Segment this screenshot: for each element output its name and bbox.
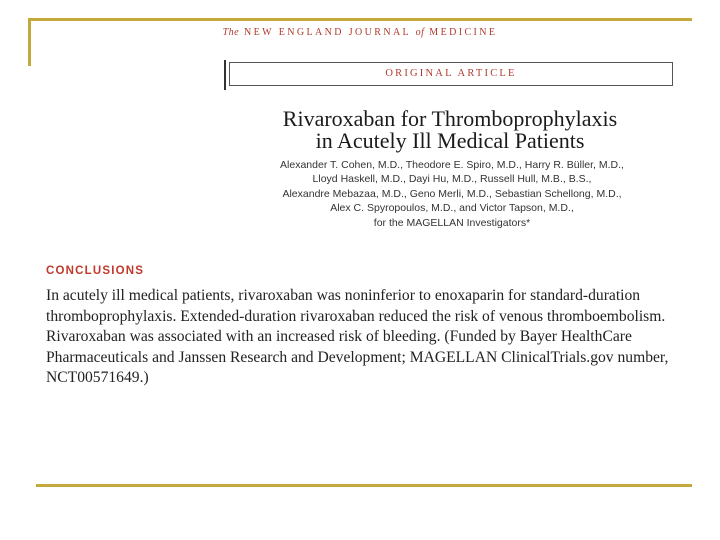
- slide-bottom-rule: [36, 484, 692, 487]
- article-title-line-1: Rivaroxaban for Thromboprophylaxis: [282, 106, 618, 131]
- conclusions-heading: CONCLUSIONS: [46, 265, 145, 277]
- slide-left-rule: [28, 18, 31, 66]
- article-title: [230, 108, 670, 152]
- journal-of: of: [415, 27, 425, 38]
- journal-prefix: The: [222, 27, 240, 38]
- author-list: [240, 158, 664, 230]
- journal-name-part2: MEDICINE: [429, 27, 498, 38]
- author-line: Alexander T. Cohen, M.D., Theodore E. Spiro, M.D., Harry R. Büller, M.D.,: [280, 159, 624, 171]
- article-title-line-2: in Acutely Ill Medical Patients: [315, 128, 585, 153]
- author-line: Alex C. Spyropoulos, M.D., and Victor Tapson, M.D.,: [330, 202, 574, 215]
- journal-masthead: [0, 27, 720, 38]
- author-line: Alexandre Mebazaa, M.D., Geno Merli, M.D., Sebastian Schellong, M.D.,: [282, 187, 622, 200]
- journal-name-part1: NEW ENGLAND JOURNAL: [244, 27, 411, 38]
- slide-top-rule: [28, 18, 692, 21]
- author-line: for the MAGELLAN Investigators*: [373, 216, 531, 229]
- banner-left-rule: [224, 60, 226, 90]
- section-label: ORIGINAL ARTICLE: [229, 62, 673, 86]
- author-line: Lloyd Haskell, M.D., Dayi Hu, M.D., Russell Hull, M.B., B.S.,: [312, 173, 592, 186]
- conclusions-text: In acutely ill medical patients, rivaroxaban was noninferior to enoxaparin for standard-duration thromboprophylaxis. Extended-duration rivaroxaban reduced the risk of venous thromboembolism. Rivaroxaban was associated with an increased risk of bleeding. (Funded by Bayer HealthCare Pharmaceuticals and Janssen Research and Development; MAGELLAN ClinicalTrials.gov number, NCT00571649.): [46, 287, 669, 386]
